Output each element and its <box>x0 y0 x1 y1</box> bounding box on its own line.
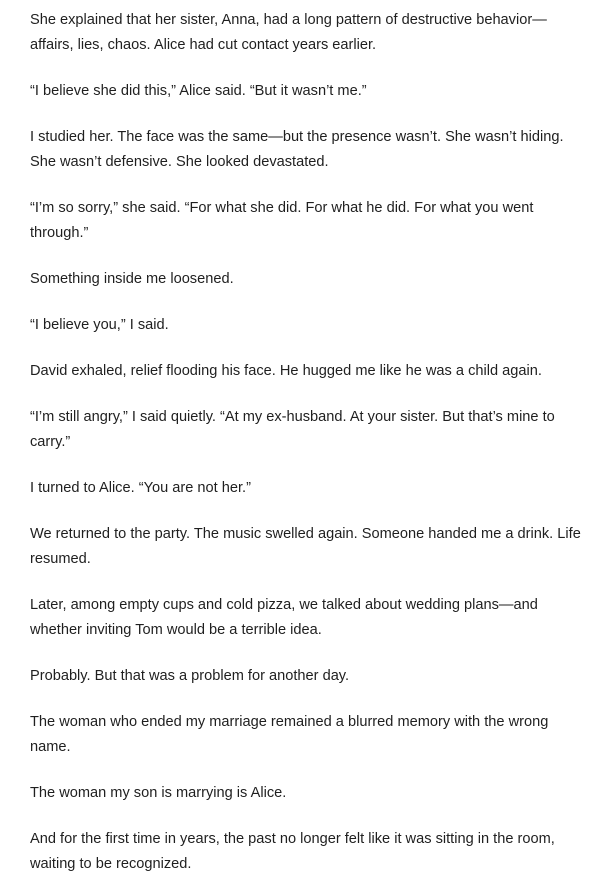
paragraph: David exhaled, relief flooding his face. He hugged me like he was a child again. <box>30 363 542 379</box>
paragraph: She explained that her sister, Anna, had a long pattern of destructive behavior—affairs, lies, chaos. Alice had cut contact years earlier. <box>30 12 547 53</box>
paragraph: “I believe you,” I said. <box>30 317 169 333</box>
paragraph: “I believe she did this,” Alice said. “But it wasn’t me.” <box>30 83 367 99</box>
paragraph: Something inside me loosened. <box>30 271 234 287</box>
paragraph: Later, among empty cups and cold pizza, we talked about wedding plans—and whether inviting Tom would be a terrible idea. <box>30 597 538 638</box>
paragraph: I studied her. The face was the same—but the presence wasn’t. She wasn’t hiding. She wasn’t defensive. She looked devastated. <box>30 129 564 170</box>
paragraph: “I’m still angry,” I said quietly. “At my ex-husband. At your sister. But that’s mine to carry.” <box>30 409 555 450</box>
paragraph: The woman my son is marrying is Alice. <box>30 785 287 801</box>
paragraph: We returned to the party. The music swelled again. Someone handed me a drink. Life resumed. <box>30 526 581 567</box>
paragraph: I turned to Alice. “You are not her.” <box>30 480 251 496</box>
paragraph: And for the first time in years, the past no longer felt like it was sitting in the room, waiting to be recognized. <box>30 831 555 872</box>
paragraph: The woman who ended my marriage remained a blurred memory with the wrong name. <box>30 714 549 755</box>
paragraph: Probably. But that was a problem for another day. <box>30 668 350 684</box>
paragraph: “I’m so sorry,” she said. “For what she did. For what he did. For what you went through.” <box>30 200 534 241</box>
